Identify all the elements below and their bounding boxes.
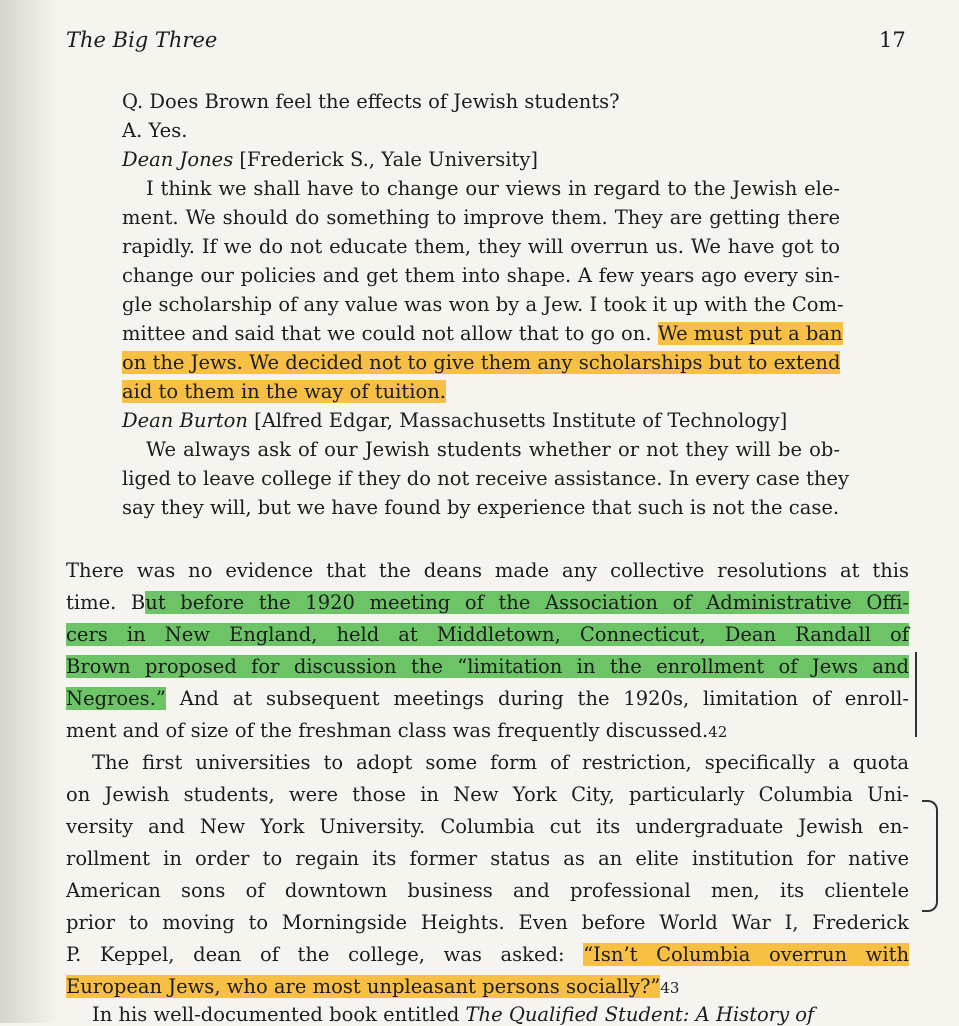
speaker-heading <box>122 150 538 170</box>
body-line <box>66 977 679 997</box>
body-line: prior to moving to Morningside Heights. Even before World War I, Frederick <box>66 911 909 934</box>
speaker-heading <box>122 411 787 431</box>
quote-line: gle scholarship of any value was won by a Jew. I took it up with the Com- <box>122 293 844 316</box>
highlight-green: Brown proposed for discussion the “limitation in the enrollment of Jews and <box>66 655 909 678</box>
question-line: Q. Does Brown feel the effects of Jewish students? <box>122 90 620 113</box>
highlight-green: cers in New England, held at Middletown, Connecticut, Dean Randall of <box>66 623 909 646</box>
quote-line <box>122 382 446 402</box>
body-text: And at subsequent meetings during the 1920s, limitation of enroll- <box>165 687 909 710</box>
speaker-affiliation: [Frederick S., Yale University] <box>233 148 538 171</box>
quote-line <box>122 353 840 373</box>
highlight-yellow: aid to them in the way of tuition. <box>122 380 446 403</box>
quote-line: rapidly. If we do not educate them, they will overrun us. We have got to <box>122 235 840 258</box>
quote-line: I think we shall have to change our views in regard to the Jewish ele- <box>146 177 840 200</box>
quote-text: mittee and said that we could not allow that to go on. <box>122 322 658 345</box>
speaker-name: Dean Burton <box>122 409 248 432</box>
quote-line: change our policies and get them into shape. A few years ago every sin- <box>122 264 840 287</box>
quote-line <box>122 322 843 345</box>
highlight-yellow: We must put a ban <box>657 322 843 345</box>
body-line <box>66 689 909 709</box>
margin-brace-mark <box>922 800 938 912</box>
book-title: The Qualified Student: A History of <box>465 1003 815 1026</box>
quote-line: say they will, but we have found by experience that such is not the case. <box>122 496 840 519</box>
body-line: versity and New York University. Columbia cut its undergraduate Jewish en- <box>66 815 909 838</box>
quote-line: ment. We should do something to improve them. They are getting there <box>122 206 840 229</box>
highlight-yellow: “Isn’t Columbia overrun with <box>583 943 909 966</box>
quote-line: We always ask of our Jewish students whether or not they will be ob- <box>146 438 840 461</box>
body-line <box>66 657 909 677</box>
footnote-ref: 43 <box>660 979 680 997</box>
body-line: on Jewish students, were those in New York City, particularly Columbia Uni- <box>66 783 909 806</box>
body-text: P. Keppel, dean of the college, was asked: <box>66 943 584 966</box>
body-line <box>66 593 909 613</box>
body-line: There was no evidence that the deans made any collective resolutions at this <box>66 559 909 582</box>
highlight-green: Negroes.” <box>66 687 166 710</box>
body-text: time. B <box>66 591 146 614</box>
body-line: American sons of downtown business and professional men, its clientele <box>66 879 909 902</box>
highlight-green: ut before the 1920 meeting of the Association of Administrative Offi- <box>145 591 909 614</box>
highlight-yellow: European Jews, who are most unpleasant persons socially?” <box>66 975 661 998</box>
page-gutter-shadow <box>0 0 60 1023</box>
body-line: rollment in order to regain its former status as an elite institution for native <box>66 847 909 870</box>
answer-line: A. Yes. <box>122 119 188 142</box>
speaker-name: Dean Jones <box>122 148 234 171</box>
body-text: ment and of size of the freshman class was frequently discussed. <box>66 719 709 742</box>
speaker-affiliation: [Alfred Edgar, Massachusetts Institute of Technology] <box>247 409 788 432</box>
body-line: The first universities to adopt some form of restriction, specifically a quota <box>92 751 909 774</box>
body-line <box>66 945 909 965</box>
footnote-ref: 42 <box>708 723 728 741</box>
body-line <box>92 1005 909 1025</box>
body-line <box>66 625 909 645</box>
quote-line: liged to leave college if they do not receive assistance. In every case they <box>122 467 849 490</box>
margin-bracket-mark <box>915 652 917 737</box>
page-number: 17 <box>879 28 906 52</box>
highlight-yellow: on the Jews. We decided not to give them any scholarships but to extend <box>122 351 841 374</box>
running-title: The Big Three <box>66 28 218 52</box>
body-text: In his well-documented book entitled <box>92 1003 466 1026</box>
body-line <box>66 721 727 741</box>
